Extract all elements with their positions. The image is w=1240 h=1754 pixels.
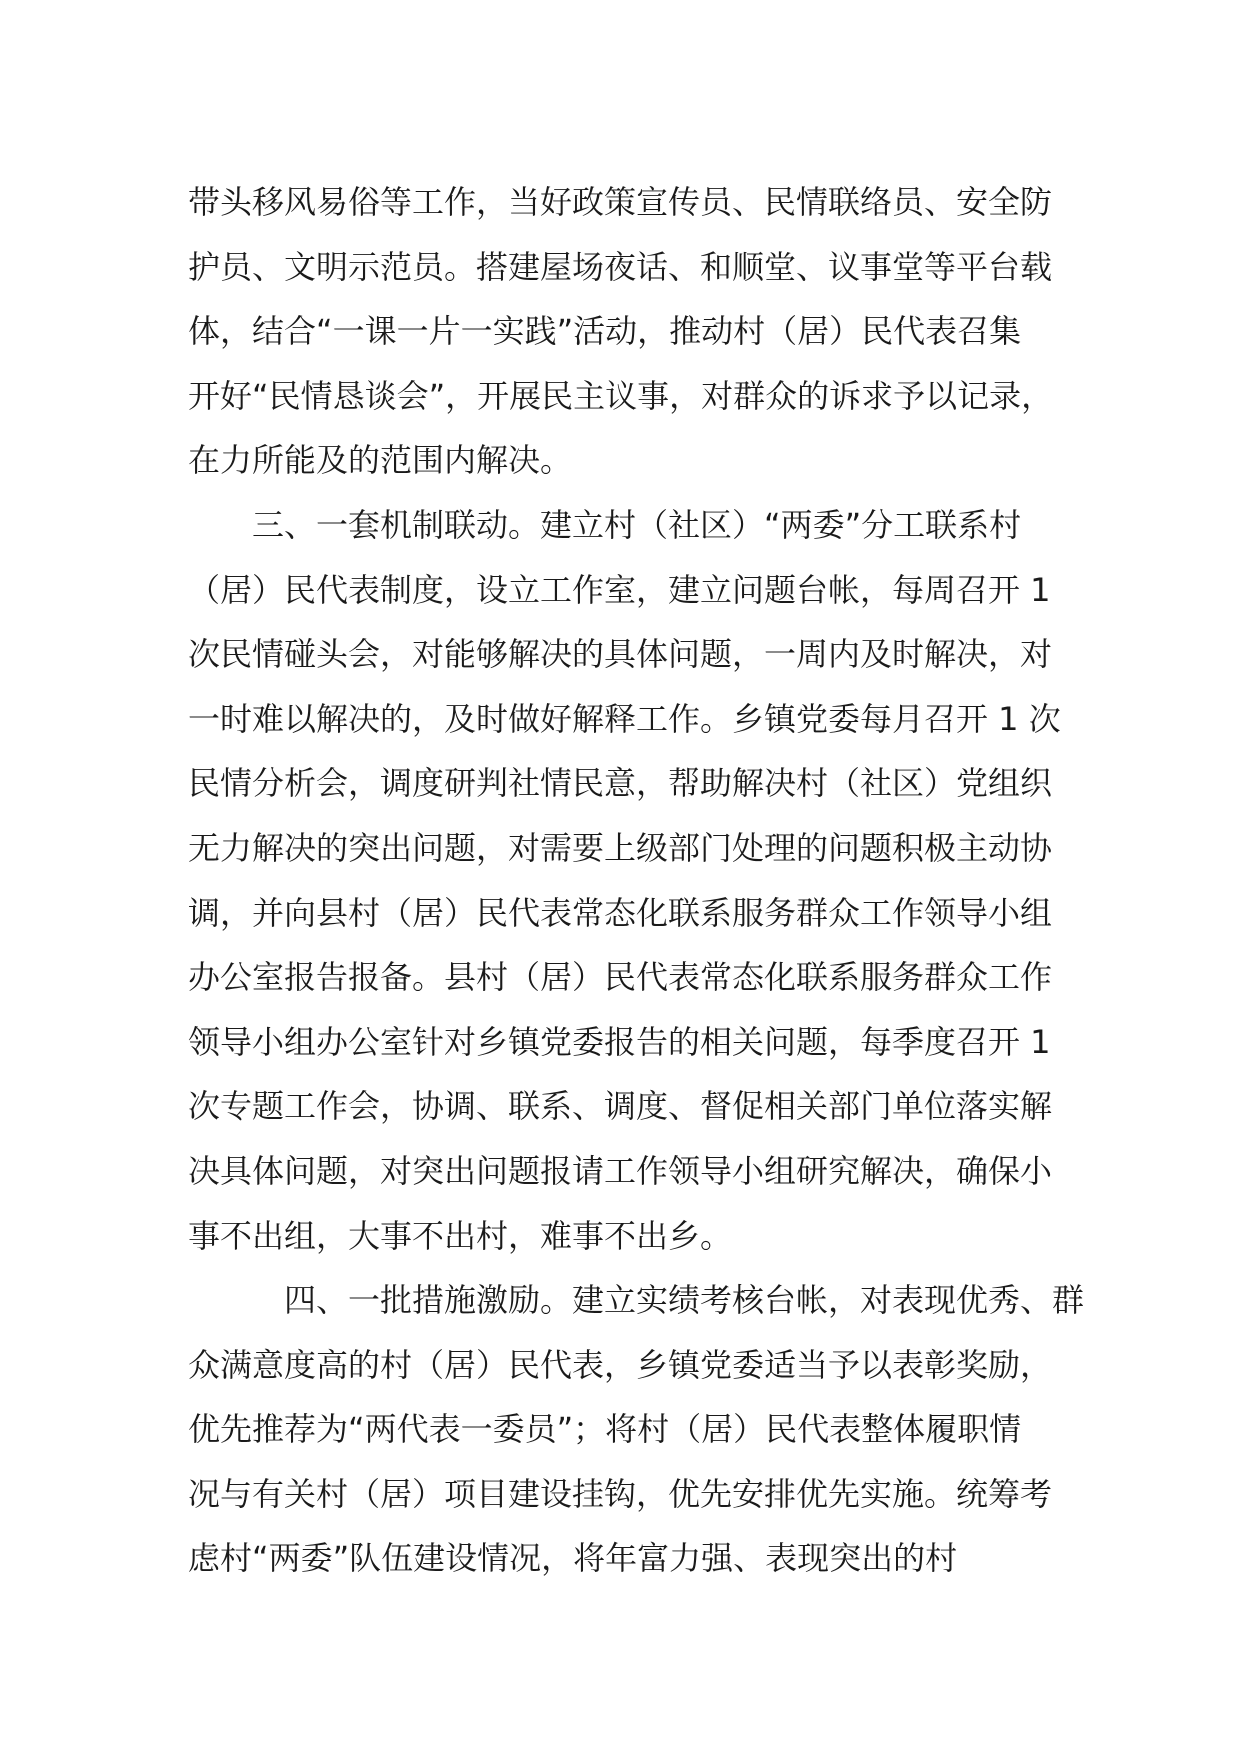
text-line: 调，并向县村（居）民代表常态化联系服务群众工作领导小组 (188, 893, 1053, 932)
section-three-heading-line: 三、一套机制联动。建立村（社区）“两委”分工联系村 (188, 505, 1022, 544)
text-line: 次民情碰头会，对能够解决的具体问题，一周内及时解决，对 (188, 635, 1053, 674)
text-line: 况与有关村（居）项目建设挂钩，优先安排优先实施。统筹考 (188, 1474, 1053, 1513)
text-line: 在力所能及的范围内解决。 (188, 441, 573, 480)
text-line: 虑村“两委”队伍建设情况，将年富力强、表现突出的村 (188, 1539, 958, 1578)
text-line: 众满意度高的村（居）民代表，乡镇党委适当予以表彰奖励， (188, 1345, 1053, 1384)
text-line: 带头移风易俗等工作，当好政策宣传员、民情联络员、安全防 (188, 183, 1053, 221)
text-line: 办公室报告报备。县村（居）民代表常态化联系服务群众工作 (188, 958, 1053, 997)
text-line: 民情分析会，调度研判社情民意，帮助解决村（社区）党组织 (188, 764, 1053, 803)
text-line: 次专题工作会，协调、联系、调度、督促相关部门单位落实解 (188, 1087, 1053, 1126)
text-line: 一时难以解决的，及时做好解释工作。乡镇党委每月召开 1 次 (188, 699, 1061, 738)
text-line: 事不出组，大事不出村，难事不出乡。 (188, 1216, 733, 1255)
text-line: 领导小组办公室针对乡镇党委报告的相关问题，每季度召开 1 (188, 1022, 1051, 1061)
text-line: 护员、文明示范员。搭建屋场夜话、和顺堂、议事堂等平台载 (188, 247, 1053, 286)
text-line: 体，结合“一课一片一实践”活动，推动村（居）民代表召集 (188, 312, 1022, 351)
document-body (188, 170, 1085, 1591)
text-line: （居）民代表制度，设立工作室，建立问题台帐，每周召开 1 (188, 570, 1051, 609)
section-four-heading-line: 四、一批措施激励。建立实绩考核台帐，对表现优秀、群 (188, 1281, 1085, 1320)
text-line: 优先推荐为“两代表一委员”；将村（居）民代表整体履职情 (188, 1410, 1022, 1449)
text-line: 决具体问题，对突出问题报请工作领导小组研究解决，确保小 (188, 1151, 1053, 1190)
text-line: 无力解决的突出问题，对需要上级部门处理的问题积极主动协 (188, 828, 1053, 867)
text-line: 开好“民情恳谈会”，开展民主议事，对群众的诉求予以记录， (188, 376, 1054, 415)
